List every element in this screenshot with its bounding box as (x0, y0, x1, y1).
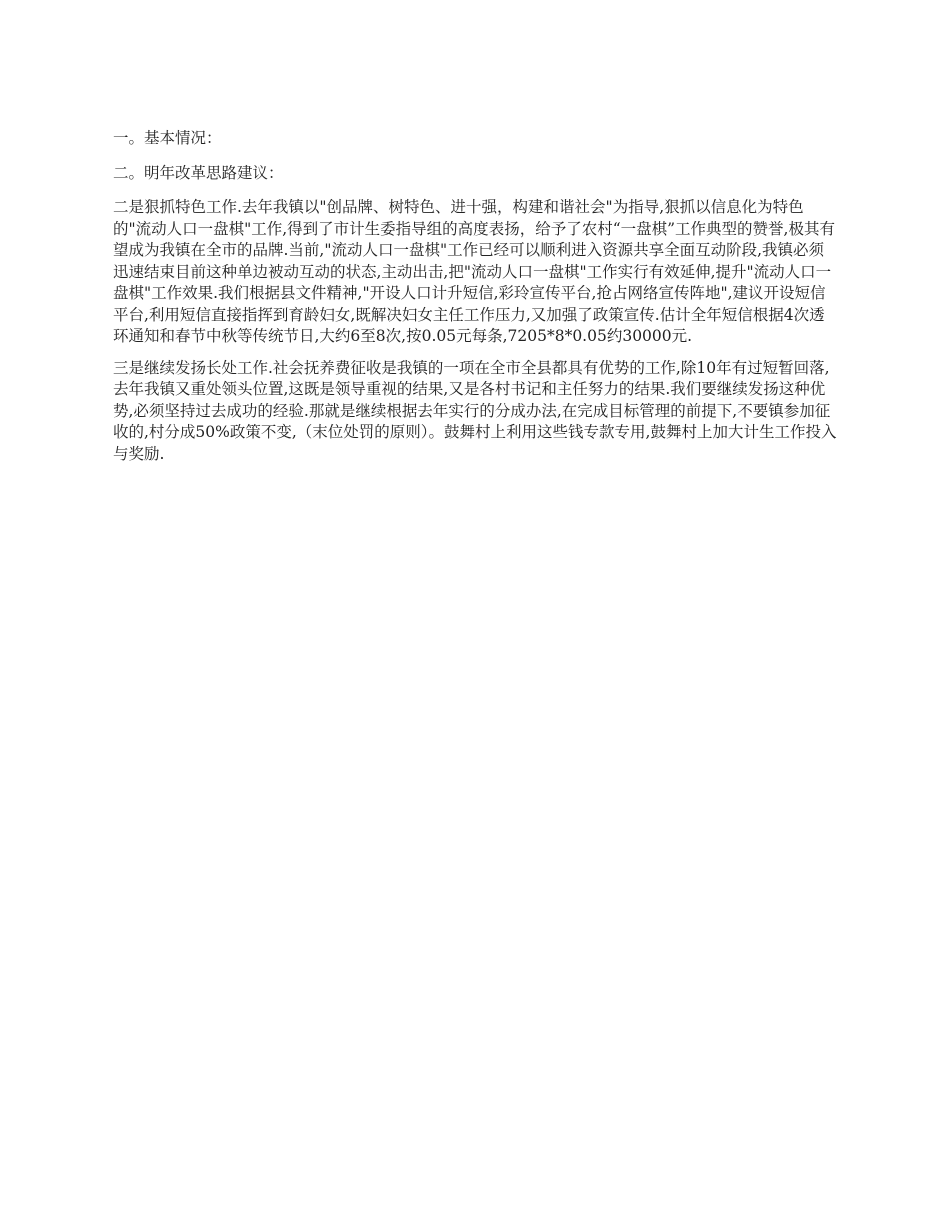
section-heading-basic-situation: 一。基本情况： (113, 129, 222, 147)
document-body (113, 128, 838, 475)
paragraph-strengths-work: 三是继续发扬长处工作.社会抚养费征收是我镇的一项在全市全县都具有优势的工作,除10年有过短暂回落,去年我镇又重处领头位置,这既是领导重视的结果,又是各村书记和主任努力的结果.我们要继续发扬这种优势,必须坚持过去成功的经验.那就是继续根据去年实行的分成办法,在完成目标管理的前提下,不要镇参加征收的,村分成50%政策不变,（末位处罚的原则）。鼓舞村上利用这些钱专款专用,鼓舞村上加大计生工作投入与奖励. (113, 358, 837, 463)
section-heading-reform-suggestions: 二。明年改革思路建议： (113, 163, 284, 182)
paragraph-special-work: 二是狠抓特色工作.去年我镇以"创品牌、树特色、进十强，构建和谐社会"为指导,狠抓以信息化为特色的"流动人口一盘棋"工作,得到了市计生委指导组的高度表扬，给予了农村“一盘棋”工作典型的赞誉,极其有望成为我镇在全市的品牌.当前,"流动人口一盘棋"工作已经可以顺利进入资源共享全面互动阶段,我镇必须迅速结束目前这种单边被动互动的状态,主动出击,把"流动人口一盘棋"工作实行有效延伸,提升"流动人口一盘棋"工作效果.我们根据县文件精神,"开设人口计升短信,彩玲宣传平台,抢占网络宣传阵地",建议开设短信平台,利用短信直接指挥到育龄妇女,既解决妇女主任工作压力,又加强了政策宣传.估计全年短信根据4次透环通知和春节中秋等传统节日,大约6至8次,按0.05元每条,7205*8*0.05约30000元. (113, 198, 835, 345)
